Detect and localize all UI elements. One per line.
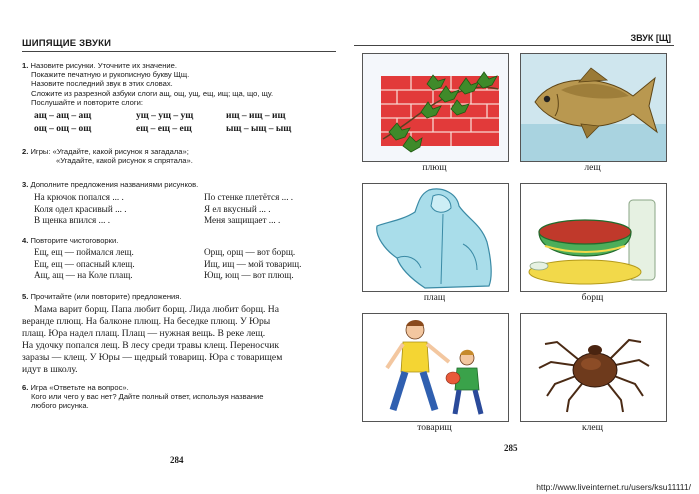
- task-2: [22, 147, 336, 165]
- task-3-left-column: [34, 192, 127, 227]
- fill-sentence: В щенка впился ... .: [34, 215, 111, 225]
- task-number: 5.: [22, 292, 29, 301]
- syllable-cell: ащ – ащ – ащ: [34, 111, 92, 121]
- reading-line: Мама варит борщ. Папа любит борщ. Лида любит борщ. На: [34, 304, 279, 315]
- task-line: Кого или чего у вас нет? Дайте полный ответ, используя название: [31, 392, 264, 402]
- left-page: [0, 0, 346, 494]
- tongue-twister: Орщ, орщ — вот борщ.: [204, 247, 296, 257]
- reading-line: идут в школу.: [22, 364, 78, 375]
- task-number: 3.: [22, 180, 29, 189]
- task-line: Назовите рисунки. Уточните их значение.: [30, 61, 177, 70]
- picture-fish: [520, 53, 667, 162]
- picture-children: [362, 313, 509, 422]
- task-line: Игры: «Угадайте, какой рисунок я загадала»;: [30, 147, 189, 156]
- task-number: 4.: [22, 236, 29, 245]
- task-4: [22, 236, 336, 245]
- picture-soup: [520, 183, 667, 292]
- picture-caption: товарищ: [417, 423, 452, 433]
- picture-caption: плющ: [422, 163, 447, 173]
- task-line: Покажите печатную и рукописную букву Щщ.: [31, 70, 190, 80]
- task-number: 1.: [22, 61, 29, 70]
- picture-raincoat: [362, 183, 509, 292]
- fill-sentence: Меня защищает ... .: [204, 215, 281, 225]
- title-divider: [354, 45, 674, 46]
- task-number: 2.: [22, 147, 29, 156]
- tongue-twister: Ищ, ищ — мой товарищ.: [204, 258, 302, 269]
- tongue-twister: Ещ, ещ — поймался лещ.: [34, 247, 134, 257]
- reading-line: заразы — клещ. У Юры — щедрый товарищ. Юра с товарищем: [22, 352, 283, 363]
- fish-icon: [521, 54, 666, 161]
- picture-caption: клещ: [582, 423, 603, 433]
- syllable-cell: ыщ – ыщ – ыщ: [226, 124, 292, 134]
- page-number-right: 285: [504, 443, 518, 453]
- task-line: любого рисунка.: [31, 401, 89, 411]
- raincoat-icon: [363, 184, 508, 291]
- syllable-cell: ощ – ощ – ощ: [34, 124, 92, 134]
- syllable-cell: ещ – ещ – ещ: [136, 124, 192, 134]
- task-line: Послушайте и повторите слоги:: [31, 97, 144, 107]
- children-icon: [363, 314, 508, 421]
- task-3: [22, 180, 336, 189]
- picture-caption: борщ: [581, 293, 604, 303]
- task-heading: Дополните предложения названиями рисунков.: [30, 180, 199, 189]
- fill-sentence: Я ел вкусный ... .: [204, 203, 271, 214]
- picture-caption: лещ: [584, 163, 601, 173]
- right-page: [346, 0, 699, 494]
- title-divider: [22, 51, 336, 52]
- task-heading: Прочитайте (или повторите) предложения.: [30, 292, 182, 301]
- task-heading: Повторите чистоговорки.: [30, 236, 119, 245]
- fill-sentence: На крючок попался ... .: [34, 192, 124, 202]
- tongue-twister: Ещ, ещ — опасный клещ.: [34, 258, 135, 269]
- reading-line: На удочку попался лещ. В лесу среди травы клещ. Переносчик: [22, 340, 279, 351]
- task-6: [22, 383, 336, 411]
- syllable-cell: ищ – ищ – ищ: [226, 111, 286, 121]
- task-line: «Угадайте, какой рисунок я спрятала».: [56, 156, 193, 166]
- task-4-left-column: [34, 247, 135, 282]
- tongue-twister: Ащ, ащ — на Коле плащ.: [34, 270, 133, 280]
- syllable-cell: ущ – ущ – ущ: [136, 111, 194, 121]
- reading-line: плащ. Юра надел плащ. Плащ — нужная вещь. В реке лещ.: [22, 328, 266, 339]
- reading-text: [22, 304, 340, 376]
- tongue-twister: Ющ, ющ — вот плющ.: [204, 270, 294, 280]
- fill-sentence: По стенке плетётся ... .: [204, 192, 294, 202]
- sound-title: ЗВУК [Щ]: [630, 33, 671, 43]
- task-line: Сложите из разрезной азбуки слоги ащ, ощ, ущ, ещ, ищ; ща, що, щу.: [31, 88, 274, 98]
- task-line: Назовите последний звук в этих словах.: [31, 79, 173, 89]
- task-3-right-column: [204, 192, 293, 227]
- soup-bowl-icon: [521, 184, 666, 291]
- picture-ivy: [362, 53, 509, 162]
- task-1: [22, 61, 336, 107]
- page-number-left: 284: [170, 455, 184, 465]
- picture-caption: плащ: [423, 293, 446, 303]
- reading-line: веранде плющ. На балконе плющ. На беседке плющ. У Юры: [22, 316, 271, 327]
- task-line: Игра «Ответьте на вопрос».: [30, 383, 129, 392]
- ivy-icon: [363, 54, 508, 161]
- task-5: [22, 292, 336, 301]
- tick-icon: [521, 314, 666, 421]
- task-4-right-column: [204, 247, 301, 282]
- fill-sentence: Коля одел красивый ... .: [34, 203, 127, 214]
- task-number: 6.: [22, 383, 29, 392]
- watermark-url: http://www.liveinternet.ru/users/ksu11111/: [536, 482, 691, 492]
- section-title: ШИПЯЩИЕ ЗВУКИ: [22, 38, 112, 49]
- picture-tick: [520, 313, 667, 422]
